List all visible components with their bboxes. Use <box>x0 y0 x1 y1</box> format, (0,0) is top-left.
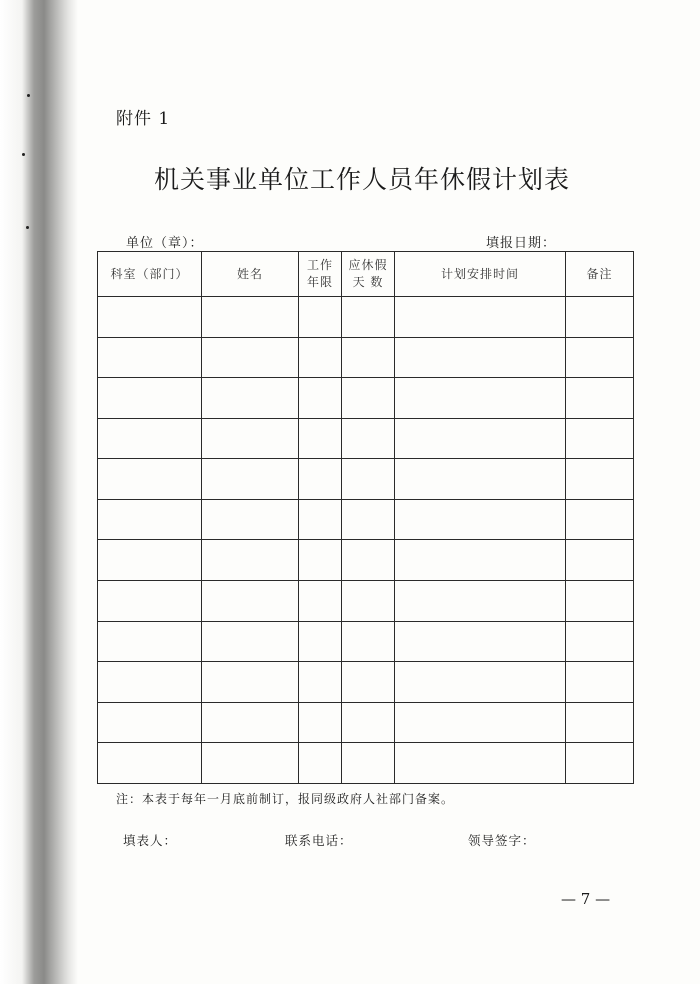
table-cell <box>299 581 342 622</box>
table-cell <box>202 540 299 581</box>
table-cell <box>98 621 202 662</box>
table-cell <box>566 702 634 743</box>
unit-label: 单位（章）： <box>126 236 204 251</box>
table-cell <box>98 743 202 784</box>
binding-mark <box>22 153 25 156</box>
table-cell <box>342 540 395 581</box>
table-row <box>98 499 634 540</box>
table-cell <box>299 459 342 500</box>
page-number: — 7 — <box>561 890 611 908</box>
table-cell <box>98 418 202 459</box>
leave-plan-table <box>97 251 634 784</box>
table-cell <box>98 378 202 419</box>
table-cell <box>395 743 566 784</box>
table-cell <box>202 459 299 500</box>
table-cell <box>395 540 566 581</box>
table-cell <box>342 459 395 500</box>
header-service-years-line1: 工作 <box>306 258 333 272</box>
table-row <box>98 581 634 622</box>
table-cell <box>299 337 342 378</box>
table-cell <box>342 337 395 378</box>
table-cell <box>395 499 566 540</box>
table-cell <box>202 297 299 338</box>
table-cell <box>202 378 299 419</box>
table-cell <box>202 581 299 622</box>
table-cell <box>202 621 299 662</box>
table-row <box>98 662 634 703</box>
table-header-row <box>98 252 634 297</box>
table-cell <box>202 702 299 743</box>
table-cell <box>566 743 634 784</box>
binding-shadow <box>0 0 78 984</box>
table-cell <box>202 499 299 540</box>
table-cell <box>299 499 342 540</box>
table-cell <box>202 662 299 703</box>
header-department: 科室（部门） <box>98 252 202 297</box>
table-row <box>98 378 634 419</box>
table-cell <box>299 297 342 338</box>
header-name: 姓名 <box>202 252 299 297</box>
table-cell <box>98 459 202 500</box>
table-cell <box>98 581 202 622</box>
table-cell <box>299 662 342 703</box>
table-row <box>98 459 634 500</box>
table-cell <box>566 621 634 662</box>
table-cell <box>98 297 202 338</box>
table-cell <box>342 621 395 662</box>
table-note: 注：本表于每年一月底前制订，报同级政府人社部门备案。 <box>116 792 455 806</box>
table-cell <box>566 297 634 338</box>
table-cell <box>342 418 395 459</box>
leader-signature-label: 领导签字： <box>468 833 536 848</box>
table-cell <box>202 743 299 784</box>
table-cell <box>395 621 566 662</box>
table-cell <box>299 418 342 459</box>
table-row <box>98 621 634 662</box>
table-cell <box>395 662 566 703</box>
page-title: 机关事业单位工作人员年休假计划表 <box>153 165 570 194</box>
table-cell <box>202 337 299 378</box>
table-cell <box>98 540 202 581</box>
table-cell <box>299 378 342 419</box>
table-cell <box>342 499 395 540</box>
table-row <box>98 418 634 459</box>
table-cell <box>299 743 342 784</box>
table-cell <box>566 540 634 581</box>
table-cell <box>395 702 566 743</box>
table-cell <box>395 337 566 378</box>
table-cell <box>566 337 634 378</box>
header-leave-days-line1: 应休假 <box>348 258 388 272</box>
fill-date-label: 填报日期： <box>486 236 557 251</box>
header-leave-days <box>342 252 395 297</box>
table-cell <box>342 662 395 703</box>
table-row <box>98 702 634 743</box>
binding-mark <box>26 226 29 229</box>
table-cell <box>299 702 342 743</box>
table-cell <box>202 418 299 459</box>
header-service-years <box>299 252 342 297</box>
table-cell <box>342 297 395 338</box>
table-cell <box>98 337 202 378</box>
table-cell <box>566 418 634 459</box>
table-cell <box>566 499 634 540</box>
table-row <box>98 337 634 378</box>
table-cell <box>566 378 634 419</box>
header-leave-days-line2: 天 数 <box>352 275 384 289</box>
table-cell <box>395 459 566 500</box>
table-cell <box>566 662 634 703</box>
header-schedule: 计划安排时间 <box>395 252 566 297</box>
table-cell <box>299 540 342 581</box>
table-cell <box>342 581 395 622</box>
table-cell <box>98 662 202 703</box>
table-cell <box>98 702 202 743</box>
table-cell <box>395 297 566 338</box>
table-row <box>98 540 634 581</box>
binding-mark <box>27 94 30 97</box>
table-cell <box>342 702 395 743</box>
annex-label: 附件 1 <box>116 109 171 129</box>
table-cell <box>395 418 566 459</box>
table-cell <box>299 621 342 662</box>
table-cell <box>566 459 634 500</box>
phone-label: 联系电话： <box>285 833 353 848</box>
table-cell <box>342 743 395 784</box>
table-row <box>98 297 634 338</box>
table-body <box>98 297 634 784</box>
table-cell <box>342 378 395 419</box>
header-service-years-line2: 年限 <box>306 275 333 289</box>
table-cell <box>98 499 202 540</box>
table-cell <box>395 378 566 419</box>
table-cell <box>566 581 634 622</box>
table-cell <box>395 581 566 622</box>
table-row <box>98 743 634 784</box>
header-remarks: 备注 <box>566 252 634 297</box>
filler-label: 填表人： <box>123 833 178 848</box>
